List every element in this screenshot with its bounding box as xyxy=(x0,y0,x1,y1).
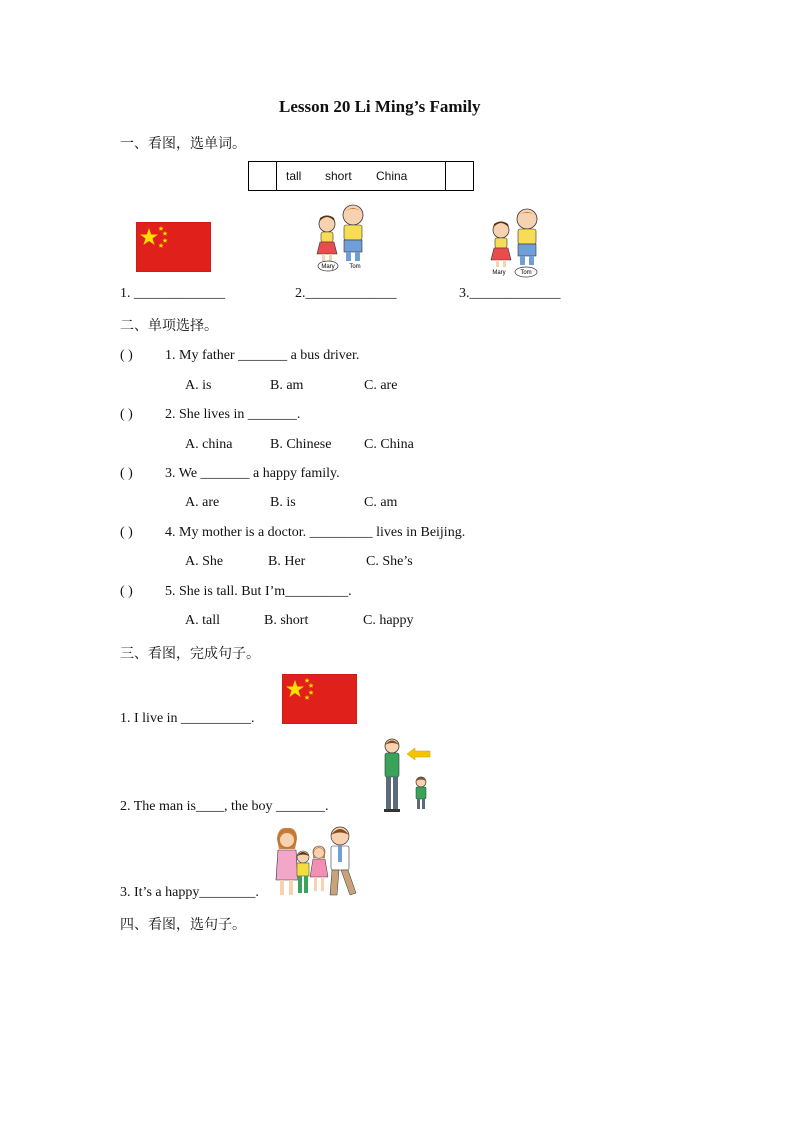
option-c[interactable]: C. China xyxy=(364,437,414,452)
option-b[interactable]: B. is xyxy=(270,495,296,510)
question-text: 1. My father _______ a bus driver. xyxy=(165,348,360,363)
children-label-mary: Mary xyxy=(321,264,335,270)
question-text: 3. We _______ a happy family. xyxy=(165,466,340,481)
option-a[interactable]: A. china xyxy=(185,437,233,452)
sentence-3: 3. It’s a happy________. xyxy=(120,885,259,900)
children-label-mary: Mary xyxy=(492,270,506,276)
china-flag-icon xyxy=(136,222,211,272)
question-text: 5. She is tall. But I’m_________. xyxy=(165,584,352,599)
option-b[interactable]: B. short xyxy=(264,613,309,628)
question-text: 4. My mother is a doctor. _________ lives in Beijing. xyxy=(165,525,466,540)
option-b[interactable]: B. Her xyxy=(268,554,306,569)
option-a[interactable]: A. is xyxy=(185,378,212,393)
tall-man-short-boy-icon xyxy=(378,737,434,815)
option-c[interactable]: C. happy xyxy=(363,613,414,628)
children-icon xyxy=(486,206,546,280)
children-label-tom: Tom xyxy=(349,264,361,270)
option-b[interactable]: B. am xyxy=(270,378,304,393)
blank-3[interactable]: 3._____________ xyxy=(459,286,561,301)
word-tall: tall xyxy=(286,169,302,183)
option-a[interactable]: A. are xyxy=(185,495,220,510)
happy-family-icon xyxy=(270,825,360,899)
word-bank-right-cell xyxy=(445,162,473,190)
answer-paren[interactable]: ( ) xyxy=(120,348,133,363)
option-c[interactable]: C. am xyxy=(364,495,398,510)
sentence-2: 2. The man is____, the boy _______. xyxy=(120,799,329,814)
option-c[interactable]: C. are xyxy=(364,378,398,393)
section-1-heading: 一、看图，选单词。 xyxy=(120,136,246,152)
option-a[interactable]: A. tall xyxy=(185,613,220,628)
children-icon xyxy=(312,202,372,274)
word-bank-box xyxy=(248,161,474,191)
question-text: 2. She lives in _______. xyxy=(165,407,301,422)
word-china: China xyxy=(376,169,408,183)
page-title: Lesson 20 Li Ming’s Family xyxy=(279,97,481,116)
section-3-heading: 三、看图，完成句子。 xyxy=(120,646,260,662)
answer-paren[interactable]: ( ) xyxy=(120,466,133,481)
blank-1[interactable]: 1. _____________ xyxy=(120,286,225,301)
answer-paren[interactable]: ( ) xyxy=(120,525,133,540)
china-flag-icon xyxy=(282,674,357,724)
answer-paren[interactable]: ( ) xyxy=(120,407,133,422)
option-b[interactable]: B. Chinese xyxy=(270,437,332,452)
word-short: short xyxy=(325,169,352,183)
section-2-heading: 二、单项选择。 xyxy=(120,318,218,334)
sentence-1: 1. I live in __________. xyxy=(120,711,255,726)
answer-paren[interactable]: ( ) xyxy=(120,584,133,599)
blank-2[interactable]: 2._____________ xyxy=(295,286,397,301)
children-label-tom: Tom xyxy=(520,270,532,276)
section-4-heading: 四、看图，选句子。 xyxy=(120,917,246,933)
word-bank-left-cell xyxy=(249,162,277,190)
option-a[interactable]: A. She xyxy=(185,554,224,569)
option-c[interactable]: C. She’s xyxy=(366,554,413,569)
